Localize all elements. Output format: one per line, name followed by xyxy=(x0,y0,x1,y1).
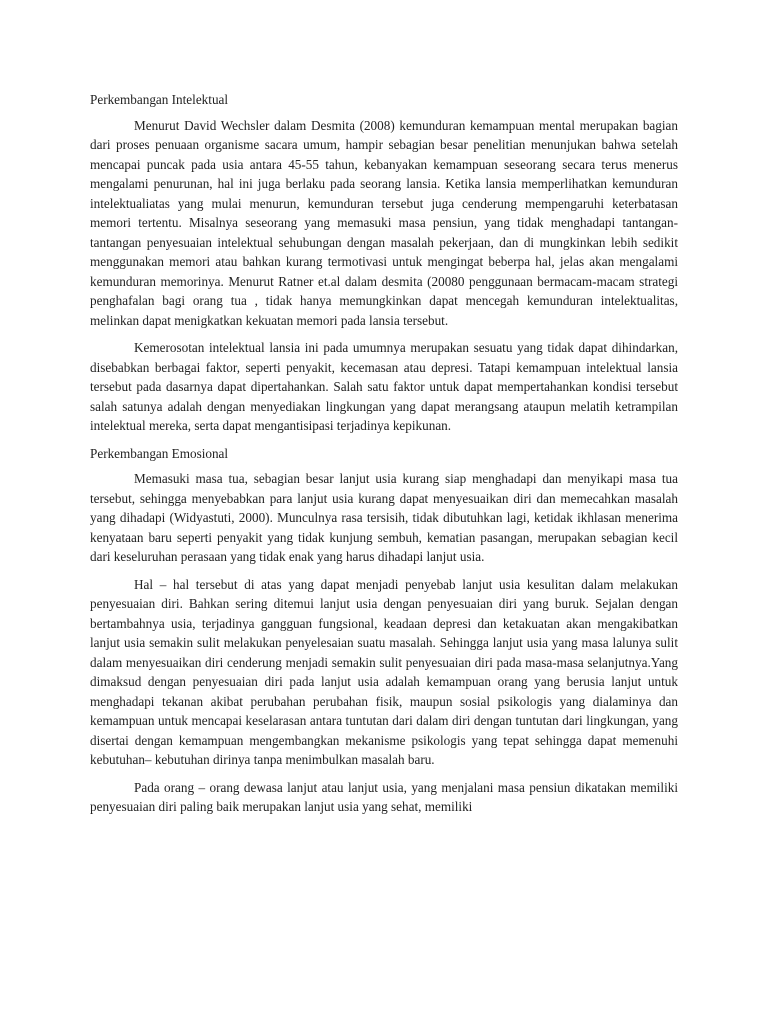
section-heading-intelektual: Perkembangan Intelektual xyxy=(90,92,229,107)
paragraph: Pada orang – orang dewasa lanjut atau lanjut usia, yang menjalani masa pensiun dikatakan memiliki penyesuaian diri paling baik merupakan lanjut usia yang sehat, memiliki xyxy=(90,779,678,814)
paragraph: Memasuki masa tua, sebagian besar lanjut usia kurang siap menghadapi dan menyikapi masa tua tersebut, sehingga menyebabkan para lanjut usia kurang dapat menyesuaikan diri dan memecahkan masalah yang dihadapi (Widyastuti, 2000). Munculnya rasa tersisih, tidak dibutuhkan lagi, ketidak ikhlasan menerima kenyataan baru seperti penyakit yang tidak kunjung sembuh, kematian pasangan, merupakan sebagian kecil dari keseluruhan perasaan yang tidak enak yang harus dihadapi lanjut usia. xyxy=(90,471,678,564)
paragraph: Menurut David Wechsler dalam Desmita (2008) kemunduran kemampuan mental merupakan bagian dari proses penuaan organisme sacara umum, hampir sebagian besar penelitian menunjukan bahwa setelah mencapai puncak pada usia antara 45-55 tahun, kebanyakan kemampuan seseorang secara terus menerus mengalami penurunan, hal ini juga berlaku pada seorang lansia. Ketika lansia memperlihatkan kemunduran intelektualiatas yang mulai menurun, kemunduran tersebut juga cenderung mempengaruhi keterbatasan memori tertentu. Misalnya seseorang yang memasuki masa pensiun, yang tidak menghadapi tantangan-tantangan penyesuaian intelektual sehubungan dengan masalah pekerjaan, dan di mungkinkan lebih sedikit menggunakan memori atau bahkan kurang termotivasi untuk mengingat beberpa hal, jelas akan mengalami kemunduran memorinya. Menurut Ratner et.al dalam desmita (20080 penggunaan bermacam-macam strategi penghafalan bagi orang tua , tidak hanya memungkinkan dapat mencegah kemunduran intelektualitas, melinkan dapat menigkatkan kekuatan memori pada lansia tersebut. xyxy=(90,117,678,328)
section-heading-emosional: Perkembangan Emosional xyxy=(90,445,229,461)
paragraph: Kemerosotan intelektual lansia ini pada umumnya merupakan sesuatu yang tidak dapat dihindarkan, disebabkan berbagai faktor, seperti penyakit, kecemasan atau depresi. Tatapi kemampuan intelektual lansia tersebut pada dasarnya dapat dipertahankan. Salah satu faktor untuk dapat mempertahankan kondisi tersebut salah satunya adalah dengan menyediakan lingkungan yang dapat merangsang ataupun melatih ketrampilan intelektual mereka, serta dapat mengantisipasi terjadinya kepikunan. xyxy=(90,340,678,433)
paragraph: Hal – hal tersebut di atas yang dapat menjadi penyebab lanjut usia kesulitan dalam melakukan penyesuaian diri. Bahkan sering ditemui lanjut usia dengan penyesuaian diri yang buruk. Sejalan dengan bertambahnya usia, terjadinya gangguan fungsional, keadaan depresi dan ketakuatan akan mengakibatkan lanjut usia semakin sulit melakukan penyelesaian suatu masalah. Sehingga lanjut usia yang masa lalunya sulit dalam menyesuaikan diri cenderung menjadi semakin sulit penyesuaian diri pada masa-masa selanjutnya.Yang dimaksud dengan penyesuaian diri pada lanjut usia adalah kemampuan orang yang berusia lanjut untuk menghadapi tekanan akibat perubahan perubahan fisik, maupun sosial psikologis yang dialaminya dan kemampuan untuk mencapai keselarasan antara tuntutan dari dalam diri dengan tuntutan dari lingkungan, yang disertai dengan kemampuan mengembangkan mekanisme psikologis yang tepat sehingga dapat memenuhi kebutuhan– kebutuhan dirinya tanpa menimbulkan masalah baru. xyxy=(90,576,678,767)
